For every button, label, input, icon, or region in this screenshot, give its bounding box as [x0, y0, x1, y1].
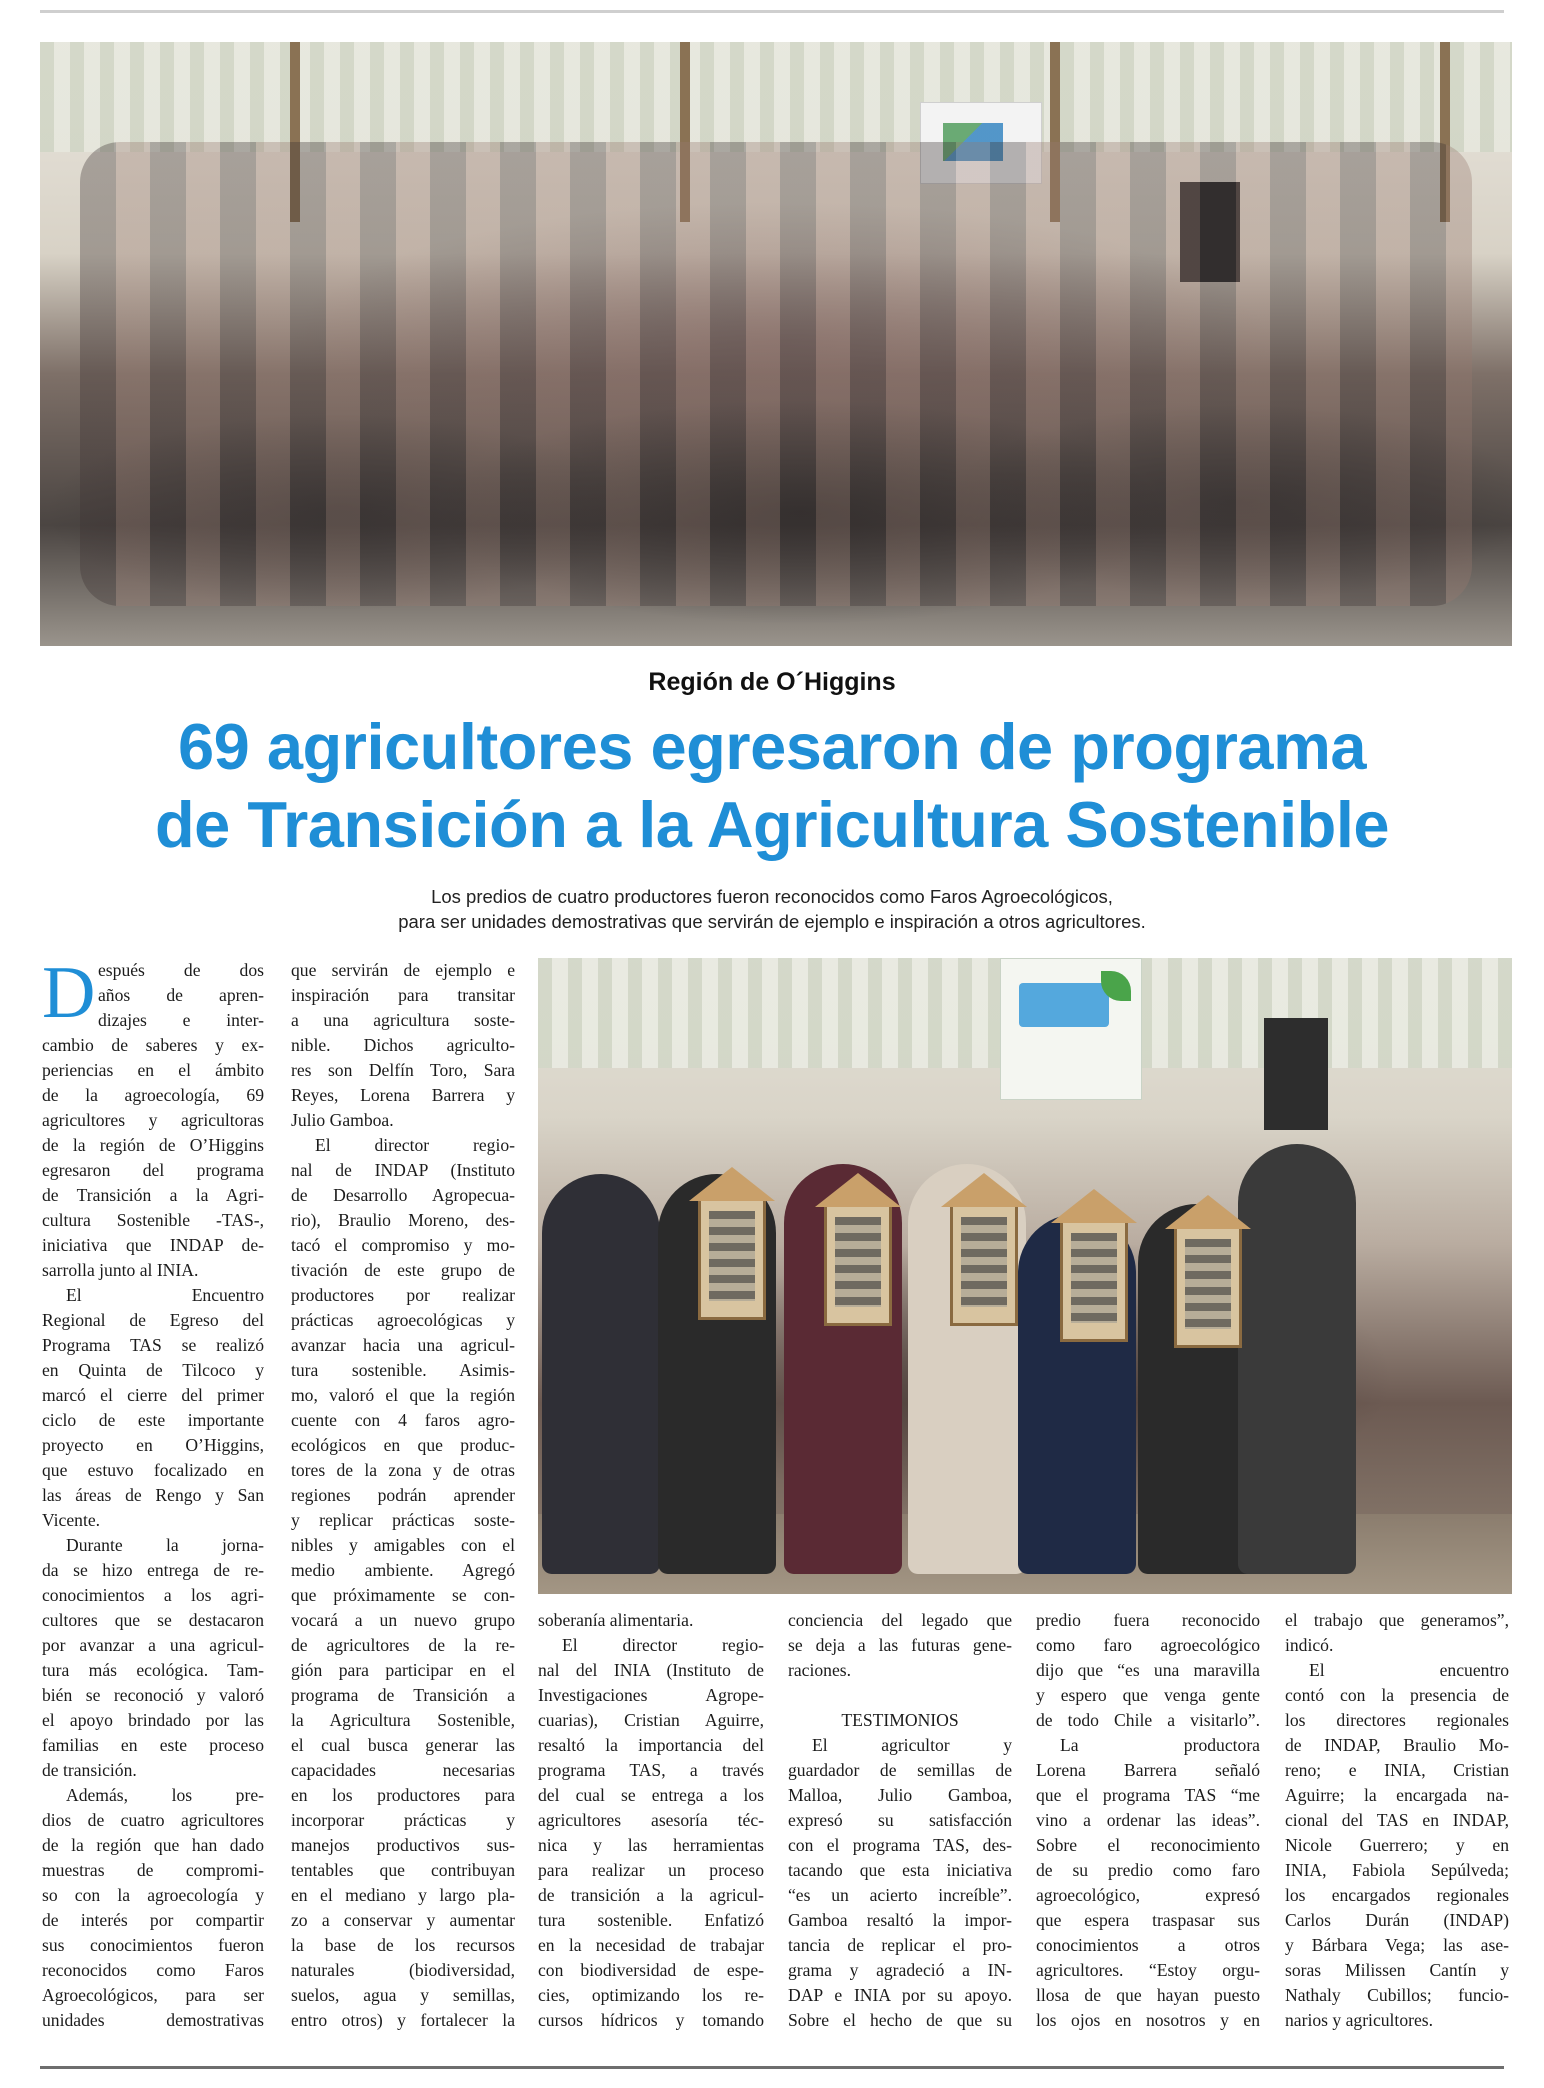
text-line: de transición.	[42, 1760, 137, 1780]
text-line: las áreas de Rengo y San	[42, 1485, 264, 1505]
text-line: familias en este proceso	[42, 1735, 264, 1755]
text-line: entro otros) y fortalecer la	[291, 2010, 515, 2030]
text-line: tura más ecológica. Tam-	[42, 1660, 264, 1680]
text-line: la Agricultura Sostenible,	[291, 1710, 515, 1730]
drop-cap: D	[42, 952, 96, 1034]
deck-line-2: para ser unidades demostrativas que servirán de ejemplo e inspiración a otros agricultores.	[398, 911, 1146, 932]
text-line: el cual busca generar las	[291, 1735, 515, 1755]
text-line: programa TAS, a través	[538, 1760, 764, 1780]
text-line: contó con la presencia de	[1285, 1685, 1509, 1705]
text-line: reno; e INIA, Cristian	[1285, 1760, 1509, 1780]
text-line: “es un acierto increíble”.	[788, 1885, 1012, 1905]
text-line: Malloa, Julio Gamboa,	[788, 1785, 1012, 1805]
text-line: tacó el compromiso y mo-	[291, 1235, 515, 1255]
text-line: años de apren-	[98, 985, 264, 1005]
text-column-6	[1285, 1608, 1509, 2033]
group-photo	[40, 42, 1512, 646]
text-line: en los productores para	[291, 1785, 515, 1805]
text-line: Durante la jorna-	[66, 1535, 264, 1555]
text-line: que servirán de ejemplo e	[291, 960, 515, 980]
text-line: resaltó la importancia del	[538, 1735, 764, 1755]
text-line: periencias en el ámbito	[42, 1060, 264, 1080]
text-line: El agricultor y	[812, 1735, 1012, 1755]
kicker: Región de O´Higgins	[648, 668, 896, 696]
text-line: Nathaly Cubillos; funcio-	[1285, 1985, 1509, 2005]
text-line: agroecológico, expresó	[1036, 1885, 1260, 1905]
text-line: de todo Chile a visitarlo”.	[1036, 1710, 1260, 1730]
text-line: de interés por compartir	[42, 1910, 264, 1930]
text-line: cultores que se destacaron	[42, 1610, 264, 1630]
text-line: La productora	[1060, 1735, 1260, 1755]
text-line: Agroecológicos, para ser	[42, 1985, 264, 2005]
text-column-5	[1036, 1608, 1260, 2033]
text-line: tivación de este grupo de	[291, 1260, 515, 1280]
text-line: conocimientos a los agri-	[42, 1585, 264, 1605]
text-line: bién se reconoció y valoró	[42, 1685, 264, 1705]
text-line: en el mediano y largo pla-	[291, 1885, 515, 1905]
deck	[140, 884, 1404, 934]
text-line: narios y agricultores.	[1285, 2010, 1434, 2030]
text-line: conocimientos a otros	[1036, 1935, 1260, 1955]
text-line: y Bárbara Vega; las ase-	[1285, 1935, 1509, 1955]
text-line: cultura Sostenible -TAS-,	[42, 1210, 264, 1230]
insect-hotel	[824, 1204, 892, 1326]
text-line: rio), Braulio Moreno, des-	[291, 1210, 515, 1230]
text-line: guardador de semillas de	[788, 1760, 1012, 1780]
text-line: Programa TAS se realizó	[42, 1335, 264, 1355]
text-line: Además, los pre-	[66, 1785, 264, 1805]
text-line: unidades demostrativas	[42, 2010, 264, 2030]
text-line: agricultores. “Estoy orgu-	[1036, 1960, 1260, 1980]
text-line: y replicar prácticas soste-	[291, 1510, 515, 1530]
text-column-1	[42, 952, 264, 2033]
text-line: con el programa TAS, des-	[788, 1835, 1012, 1855]
text-line: para realizar un proceso	[538, 1860, 764, 1880]
text-line: Regional de Egreso del	[42, 1310, 264, 1330]
text-line: de la agroecología, 69	[42, 1085, 264, 1105]
text-line: nal del INIA (Instituto de	[538, 1660, 764, 1680]
text-line: se deja a las futuras gene-	[788, 1635, 1012, 1655]
text-line: raciones.	[788, 1660, 852, 1680]
text-line: El encuentro	[1309, 1660, 1509, 1680]
text-line: medio ambiente. Agregó	[291, 1560, 515, 1580]
text-line: el trabajo que generamos”,	[1285, 1610, 1509, 1630]
text-line: predio fuera reconocido	[1036, 1610, 1260, 1630]
text-line: conciencia del legado que	[788, 1610, 1012, 1630]
text-line: res son Delfín Toro, Sara	[291, 1060, 515, 1080]
text-line: productores por realizar	[291, 1285, 515, 1305]
text-line: so con la agroecología y	[42, 1885, 264, 1905]
text-line: nibles y amigables con el	[291, 1535, 515, 1555]
text-line: grama y agradeció a IN-	[788, 1960, 1012, 1980]
text-line: que espera traspasar sus	[1036, 1910, 1260, 1930]
text-line: suelos, agua y semillas,	[291, 1985, 515, 2005]
text-line: como faro agroecológico	[1036, 1635, 1260, 1655]
text-line: naturales (biodiversidad,	[291, 1960, 515, 1980]
text-line: TESTIMONIOS	[841, 1710, 959, 1730]
text-line: Reyes, Lorena Barrera y	[291, 1085, 515, 1105]
text-line: inspiración para transitar	[291, 985, 515, 1005]
text-line: a una agricultura soste-	[291, 1010, 515, 1030]
speaker	[1264, 1018, 1328, 1130]
text-line: cuarias), Cristian Aguirre,	[538, 1710, 764, 1730]
text-line: Julio Gamboa.	[291, 1110, 394, 1130]
text-line: Investigaciones Agrope-	[538, 1685, 764, 1705]
text-column-4	[788, 1608, 1012, 2033]
text-line: expresó su satisfacción	[788, 1810, 1012, 1830]
text-line: soras Milissen Cantín y	[1285, 1960, 1509, 1980]
top-rule	[40, 10, 1504, 13]
text-line: la base de los recursos	[291, 1935, 515, 1955]
text-line: muestras de compromi-	[42, 1860, 264, 1880]
text-line: tura sostenible. Enfatizó	[538, 1910, 764, 1930]
text-line: manejos productivos sus-	[291, 1835, 515, 1855]
text-line: nible. Dichos agriculto-	[291, 1035, 515, 1055]
text-line: de su predio como faro	[1036, 1860, 1260, 1880]
text-line: espués de dos	[98, 960, 264, 980]
text-line: nal de INDAP (Instituto	[291, 1160, 515, 1180]
text-line: proyecto en O’Higgins,	[42, 1435, 264, 1455]
text-line: de Transición a la Agri-	[42, 1185, 264, 1205]
text-line: programa de Transición a	[291, 1685, 515, 1705]
text-line: indicó.	[1285, 1635, 1334, 1655]
text-line: Gamboa resaltó la impor-	[788, 1910, 1012, 1930]
text-line: tores de la zona y de otras	[291, 1460, 515, 1480]
text-line: cies, optimizando los re-	[538, 1985, 764, 2005]
text-line: que estuvo focalizado en	[42, 1460, 264, 1480]
text-column-2	[291, 958, 515, 2033]
text-line: El director regio-	[562, 1635, 764, 1655]
text-line: cuente con 4 faros agro-	[291, 1410, 515, 1430]
text-line: incorporar prácticas y	[291, 1810, 515, 1830]
text-line: que próximamente se con-	[291, 1585, 515, 1605]
text-line: cional del TAS en INDAP,	[1285, 1810, 1509, 1830]
text-line	[788, 1683, 1012, 1708]
insect-hotel	[950, 1204, 1018, 1326]
text-line: de INDAP, Braulio Mo-	[1285, 1735, 1509, 1755]
insect-hotel	[1060, 1220, 1128, 1342]
text-line: los ojos en nosotros y en	[1036, 2010, 1260, 2030]
text-line: que el programa TAS “me	[1036, 1785, 1260, 1805]
text-line: agricultores y agricultoras	[42, 1110, 264, 1130]
text-line: ciclo de este importante	[42, 1410, 264, 1430]
text-line: tancia de replicar el pro-	[788, 1935, 1012, 1955]
text-line: de Desarrollo Agropecua-	[291, 1185, 515, 1205]
text-line: con biodiversidad de espe-	[538, 1960, 764, 1980]
deck-line-1: Los predios de cuatro productores fueron reconocidos como Faros Agroecológicos,	[431, 886, 1113, 907]
text-line: Nicole Guerrero; y en	[1285, 1835, 1509, 1855]
insect-hotel	[698, 1198, 766, 1320]
text-line: dijo que “es una maravilla	[1036, 1660, 1260, 1680]
text-line: sarrolla junto al INIA.	[42, 1260, 199, 1280]
text-line: dios de cuatro agricultores	[42, 1810, 264, 1830]
text-line: El director regio-	[315, 1135, 515, 1155]
text-line: avanzar hacia una agricul-	[291, 1335, 515, 1355]
text-line: El Encuentro	[66, 1285, 264, 1305]
text-line: reconocidos como Faros	[42, 1960, 264, 1980]
text-line: de transición a la agricul-	[538, 1885, 764, 1905]
text-line: Lorena Barrera señaló	[1036, 1760, 1260, 1780]
headline	[30, 708, 1514, 864]
text-line: Sobre el hecho de que su	[788, 2010, 1012, 2030]
crowd	[80, 142, 1472, 606]
headline-line-2: de Transición a la Agricultura Sostenible	[154, 788, 1390, 861]
text-line: el apoyo brindado por las	[42, 1710, 264, 1730]
text-column-3	[538, 1608, 764, 2033]
text-line: llosa de que hayan puesto	[1036, 1985, 1260, 2005]
text-line: Aguirre; la encargada na-	[1285, 1785, 1509, 1805]
text-line: en la necesidad de trabajar	[538, 1935, 764, 1955]
text-line: los directores regionales	[1285, 1710, 1509, 1730]
text-line: tentables que contribuyan	[291, 1860, 515, 1880]
text-line: capacidades necesarias	[291, 1760, 515, 1780]
text-line: Vicente.	[42, 1510, 101, 1530]
text-line: egresaron del programa	[42, 1160, 264, 1180]
text-line: zo a conservar y aumentar	[291, 1910, 515, 1930]
text-line: y espero que venga gente	[1036, 1685, 1260, 1705]
text-line: prácticas agroecológicas y	[291, 1310, 515, 1330]
text-line: DAP e INIA por su apoyo.	[788, 1985, 1012, 2005]
text-line: de agricultores de la re-	[291, 1635, 515, 1655]
text-line: por avanzar a una agricul-	[42, 1635, 264, 1655]
text-line: Sobre el reconocimiento	[1036, 1835, 1260, 1855]
text-line: dizajes e inter-	[98, 1010, 264, 1030]
text-line: cursos hídricos y tomando	[538, 2010, 764, 2030]
text-line: mo, valoró el que la región	[291, 1385, 515, 1405]
text-line: vino a ordenar las ideas”.	[1036, 1810, 1260, 1830]
text-line: marcó el cierre del primer	[42, 1385, 264, 1405]
text-line: en Quinta de Tilcoco y	[42, 1360, 264, 1380]
text-line: sus conocimientos fueron	[42, 1935, 264, 1955]
text-line: tura sostenible. Asimis-	[291, 1360, 515, 1380]
bottom-rule	[40, 2066, 1504, 2069]
text-line: soberanía alimentaria.	[538, 1610, 694, 1630]
text-line: los encargados regionales	[1285, 1885, 1509, 1905]
program-sign	[1000, 958, 1142, 1100]
award-photo	[538, 958, 1512, 1594]
text-line: vocará a un nuevo grupo	[291, 1610, 515, 1630]
text-line: cambio de saberes y ex-	[42, 1035, 264, 1055]
text-line: del cual se entrega a los	[538, 1785, 764, 1805]
text-line: nica y las herramientas	[538, 1835, 764, 1855]
text-line: da se hizo entrega de re-	[42, 1560, 264, 1580]
text-line: gión para participar en el	[291, 1660, 515, 1680]
text-line: INIA, Fabiola Sepúlveda;	[1285, 1860, 1509, 1880]
text-line: agricultores asesoría téc-	[538, 1810, 764, 1830]
insect-hotel	[1174, 1226, 1242, 1348]
text-line: de la región de O’Higgins	[42, 1135, 264, 1155]
text-line: tacando que esta iniciativa	[788, 1860, 1012, 1880]
text-line: de la región que han dado	[42, 1835, 264, 1855]
text-line: iniciativa que INDAP de-	[42, 1235, 264, 1255]
text-line: regiones podrán aprender	[291, 1485, 515, 1505]
text-line: Carlos Durán (INDAP)	[1285, 1910, 1509, 1930]
text-line: ecológicos en que produc-	[291, 1435, 515, 1455]
headline-line-1: 69 agricultores egresaron de programa	[177, 710, 1367, 783]
